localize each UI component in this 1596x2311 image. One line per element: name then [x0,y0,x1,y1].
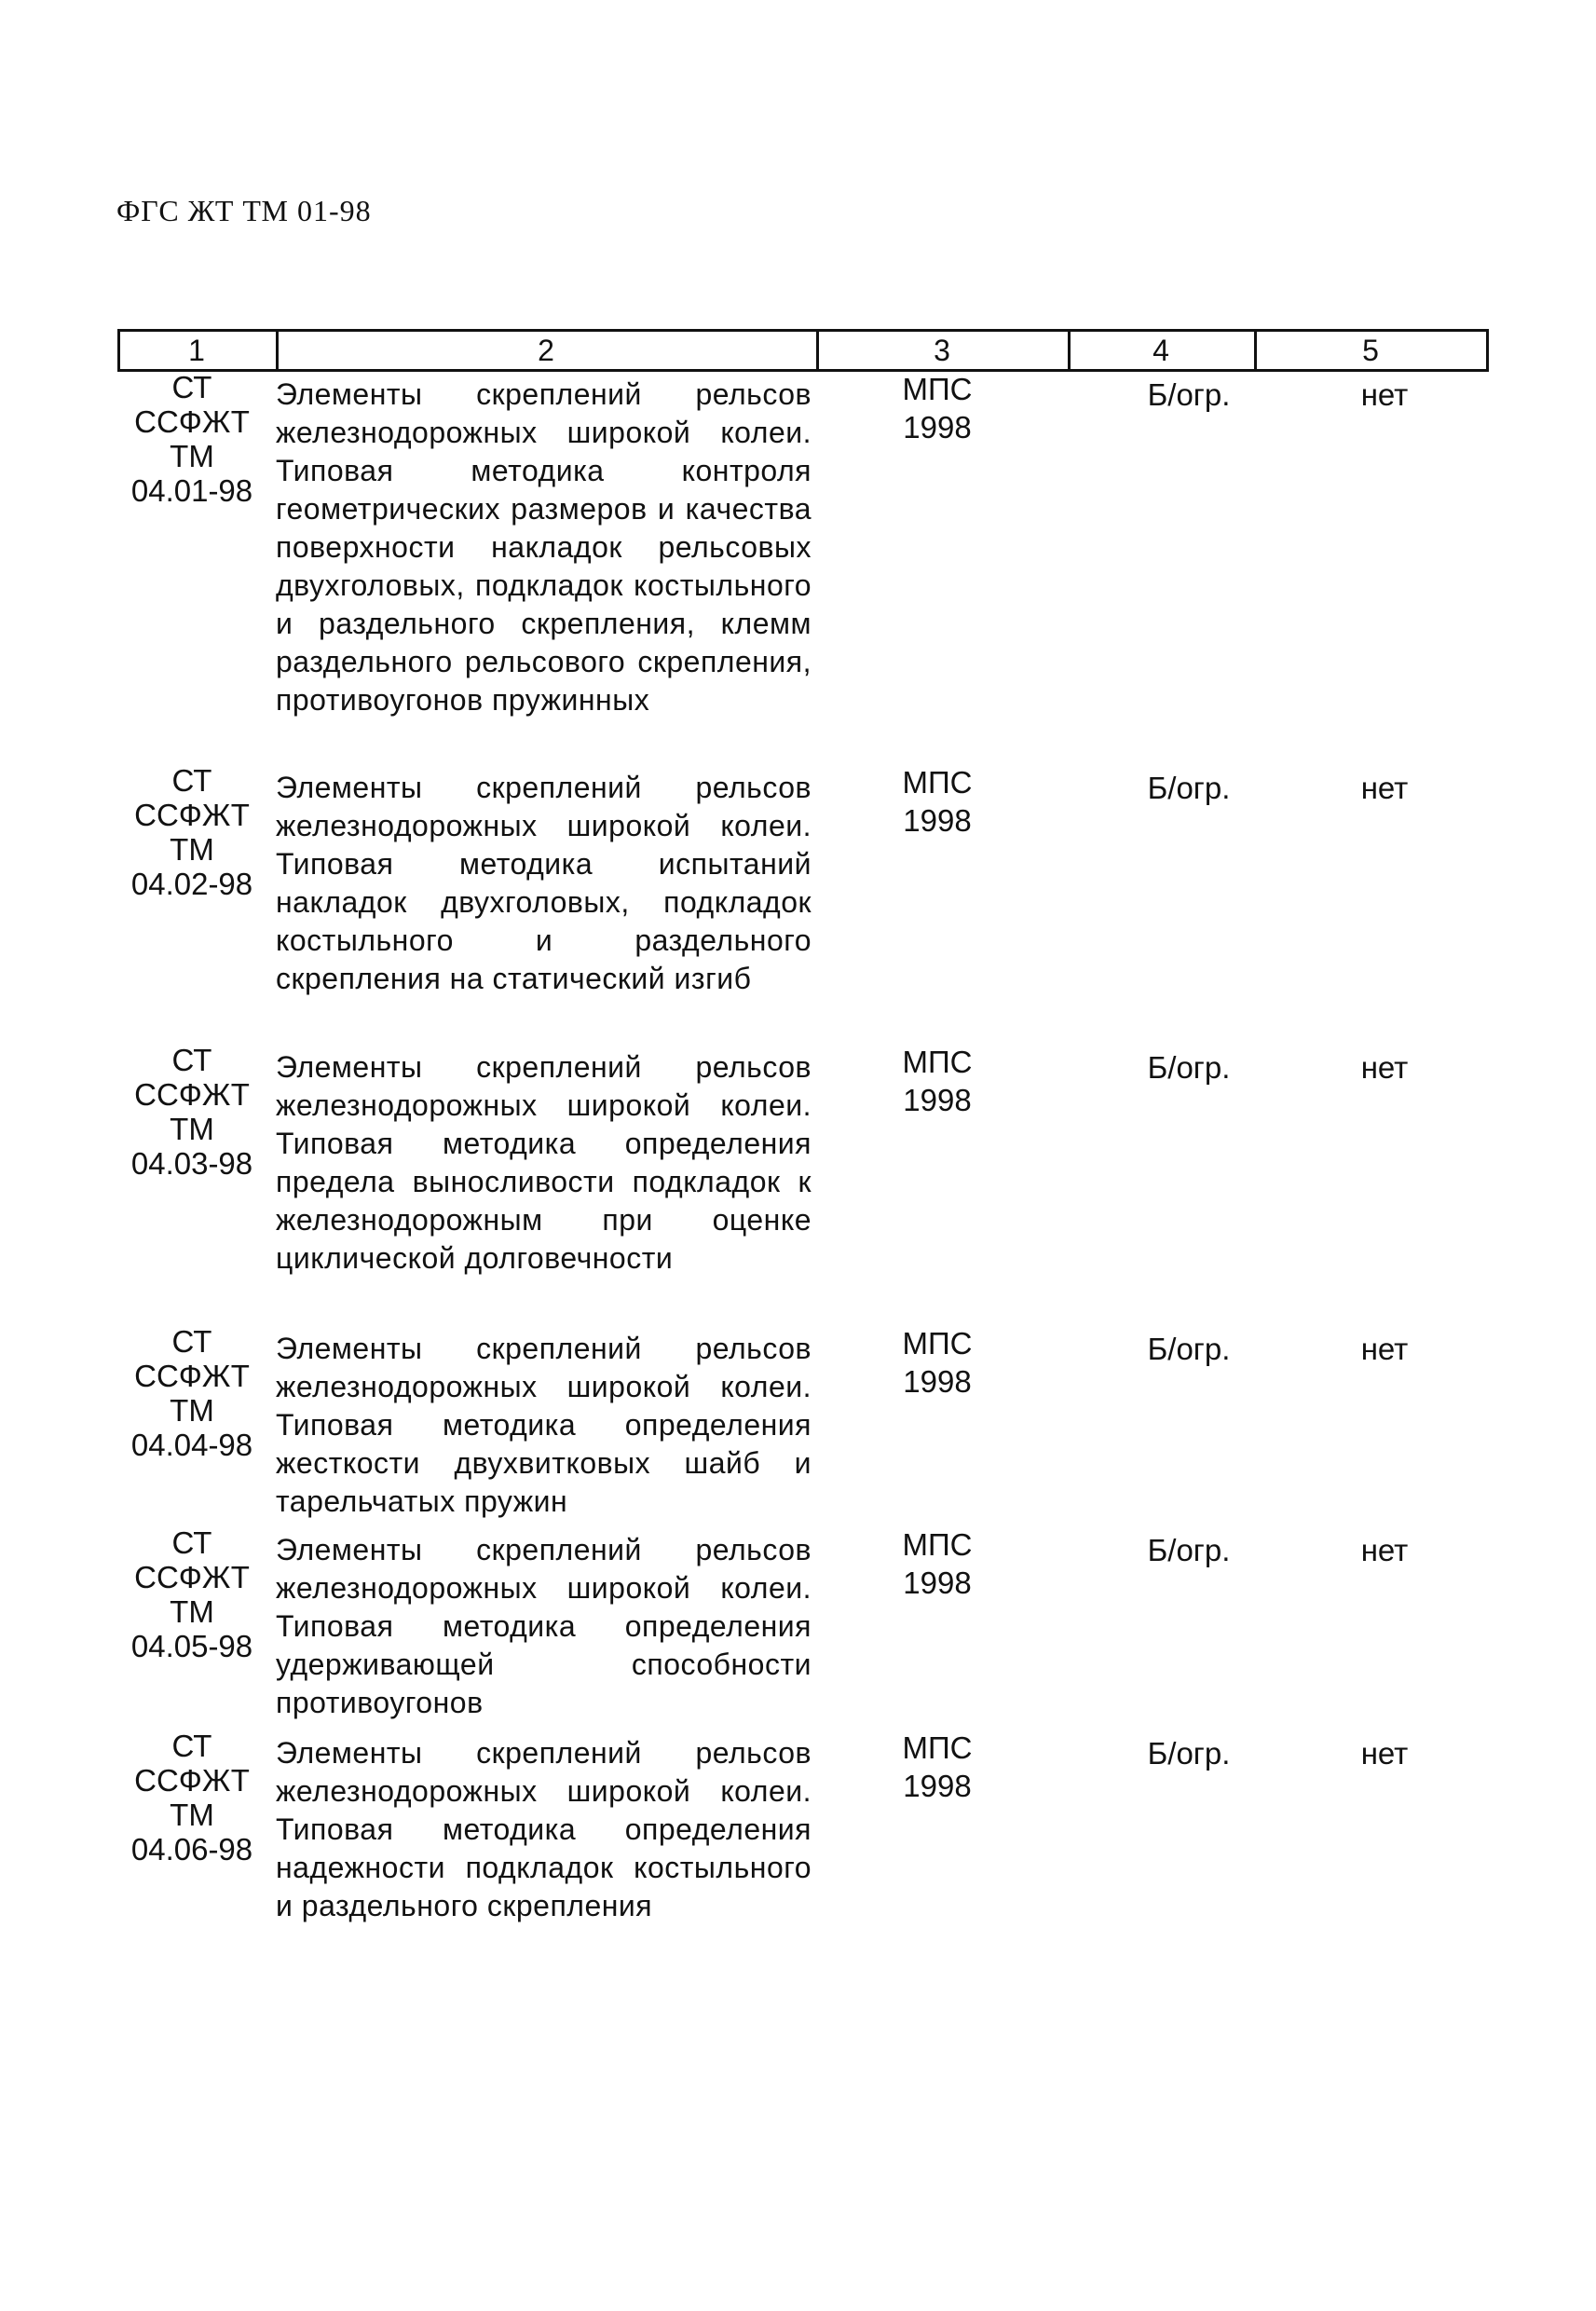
standard-flag: нет [1360,1332,1409,1366]
standard-access: Б/огр. [1147,1332,1231,1366]
column-header-5: 5 [1362,334,1379,367]
standard-access: Б/огр. [1147,377,1231,412]
standard-org: МПС 1998 [902,1730,973,1803]
standard-org: МПС 1998 [902,765,973,838]
standard-access: Б/огр. [1147,1050,1231,1085]
standard-flag: нет [1360,1736,1409,1771]
standard-flag: нет [1360,771,1409,805]
standard-code: СТ ССФЖТ ТМ 04.05-98 [130,1525,253,1663]
standard-flag: нет [1360,1050,1409,1085]
document-header: ФГС ЖТ ТМ 01-98 [116,194,372,227]
standard-org: МПС 1998 [902,1527,973,1600]
standard-org: МПС 1998 [902,1326,973,1399]
standards-table [117,329,1489,1922]
standard-title: Элементы скреплений рельсов железнодорожных широкой колеи. Типовая методика определения жесткости двухвитковых шайб и тарельчатых пружин [276,1332,812,1518]
standard-org: МПС 1998 [902,372,973,444]
standard-code: СТ ССФЖТ ТМ 04.02-98 [130,763,253,901]
standard-org: МПС 1998 [902,1045,973,1117]
column-header-3: 3 [934,334,950,367]
standard-title: Элементы скреплений рельсов железнодорожных широкой колеи. Типовая методика определения удерживающей способности противоугонов [276,1533,812,1719]
standard-access: Б/огр. [1147,1736,1231,1771]
standard-title: Элементы скреплений рельсов железнодорожных широкой колеи. Типовая методика контроля геометрических размеров и качества поверхности накладок рельсовых двухголовых, подкладок костыльного и раздельного скрепления, клемм раздельного рельсового скрепления, противоугонов пружинных [276,377,812,717]
standard-access: Б/огр. [1147,1533,1231,1567]
standard-flag: нет [1360,377,1409,412]
column-header-2: 2 [538,334,554,367]
standard-title: Элементы скреплений рельсов железнодорожных широкой колеи. Типовая методика определения надежности подкладок костыльного и раздельного скрепления [276,1736,812,1922]
standard-code: СТ ССФЖТ ТМ 04.06-98 [130,1729,253,1867]
standard-code: СТ ССФЖТ ТМ 04.04-98 [130,1324,253,1462]
standard-code: СТ ССФЖТ ТМ 04.03-98 [130,1043,253,1181]
standard-flag: нет [1360,1533,1409,1567]
standard-access: Б/огр. [1147,771,1231,805]
standard-title: Элементы скреплений рельсов железнодорожных широкой колеи. Типовая методика испытаний накладок двухголовых, подкладок костыльного и раздельного скрепления на статический изгиб [276,771,812,995]
column-header-4: 4 [1153,334,1169,367]
standard-code: СТ ССФЖТ ТМ 04.01-98 [130,370,253,508]
standard-title: Элементы скреплений рельсов железнодорожных широкой колеи. Типовая методика определения предела выносливости подкладок к железнодорожным при оценке циклической долговечности [276,1050,812,1275]
column-header-1: 1 [188,334,205,367]
table-header-row [117,329,1489,372]
